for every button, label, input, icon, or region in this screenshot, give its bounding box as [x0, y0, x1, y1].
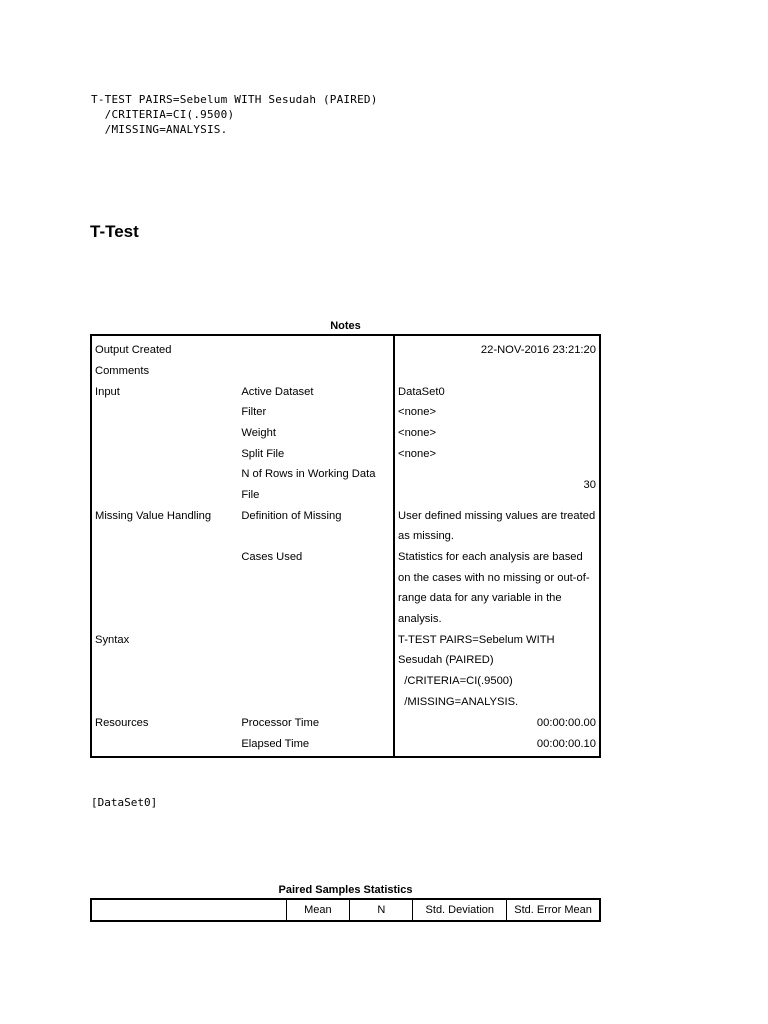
- syntax-line: T-TEST PAIRS=Sebelum WITH Sesudah (PAIRED): [91, 93, 378, 106]
- notes-table-title: Notes: [330, 320, 361, 332]
- table-row: [91, 335, 600, 361]
- table-header-row: [91, 899, 600, 921]
- notes-table: [90, 334, 601, 758]
- row-sublabel: Definition of Missing: [238, 506, 394, 547]
- row-value: 00:00:00.00: [536, 716, 596, 729]
- row-value: <none>: [398, 406, 437, 419]
- table-row: [91, 443, 600, 464]
- table-row: [91, 630, 600, 713]
- row-value: <none>: [398, 427, 437, 440]
- table-row: [91, 423, 600, 444]
- table-row: [91, 402, 600, 423]
- row-sublabel: N of Rows in Working Data File: [238, 464, 394, 505]
- column-header: Mean: [286, 899, 350, 921]
- table-row: [91, 361, 600, 382]
- column-header: Std. Error Mean: [507, 899, 600, 921]
- table-row: [91, 381, 600, 402]
- row-sublabel: Split File: [238, 443, 394, 464]
- syntax-block: [91, 92, 378, 137]
- row-sublabel: Weight: [238, 423, 394, 444]
- row-value: 30: [583, 478, 596, 491]
- syntax-line: /MISSING=ANALYSIS.: [91, 123, 228, 136]
- column-header: Std. Deviation: [413, 899, 507, 921]
- table-row: [91, 713, 600, 734]
- row-label: Missing Value Handling: [95, 509, 212, 522]
- table-row: [91, 464, 600, 505]
- row-sublabel: Elapsed Time: [238, 733, 394, 757]
- row-value: T-TEST PAIRS=Sebelum WITH Sesudah (PAIRED) /CRITERIA=CI(.9500) /MISSING=ANALYSIS.: [398, 633, 555, 708]
- row-sublabel: Filter: [238, 402, 394, 423]
- row-label: Resources: [95, 716, 149, 729]
- table-row: [91, 547, 600, 630]
- syntax-line: /CRITERIA=CI(.9500): [91, 108, 235, 121]
- row-value: 00:00:00.10: [536, 737, 596, 750]
- row-label: Syntax: [95, 633, 130, 646]
- row-sublabel: Active Dataset: [238, 381, 394, 402]
- row-label: Input: [95, 385, 120, 398]
- dataset-reference: [DataSet0]: [91, 796, 158, 809]
- section-title: T-Test: [90, 222, 139, 241]
- row-label: Comments: [95, 365, 150, 378]
- paired-samples-title: Paired Samples Statistics: [278, 884, 413, 896]
- column-header: N: [350, 899, 413, 921]
- row-value: DataSet0: [398, 385, 445, 398]
- paired-samples-table: [90, 898, 601, 922]
- row-value: 22-NOV-2016 23:21:20: [480, 344, 596, 357]
- row-value: User defined missing values are treated as missing.: [398, 509, 596, 543]
- row-value: Statistics for each analysis are based on the cases with no missing or out-of- range data for any variable in the analysis.: [398, 550, 590, 626]
- row-sublabel: Processor Time: [238, 713, 394, 734]
- table-row: [91, 506, 600, 547]
- table-row: [91, 733, 600, 757]
- row-value: <none>: [398, 447, 437, 460]
- row-label: Output Created: [95, 344, 172, 357]
- row-sublabel: Cases Used: [238, 547, 394, 630]
